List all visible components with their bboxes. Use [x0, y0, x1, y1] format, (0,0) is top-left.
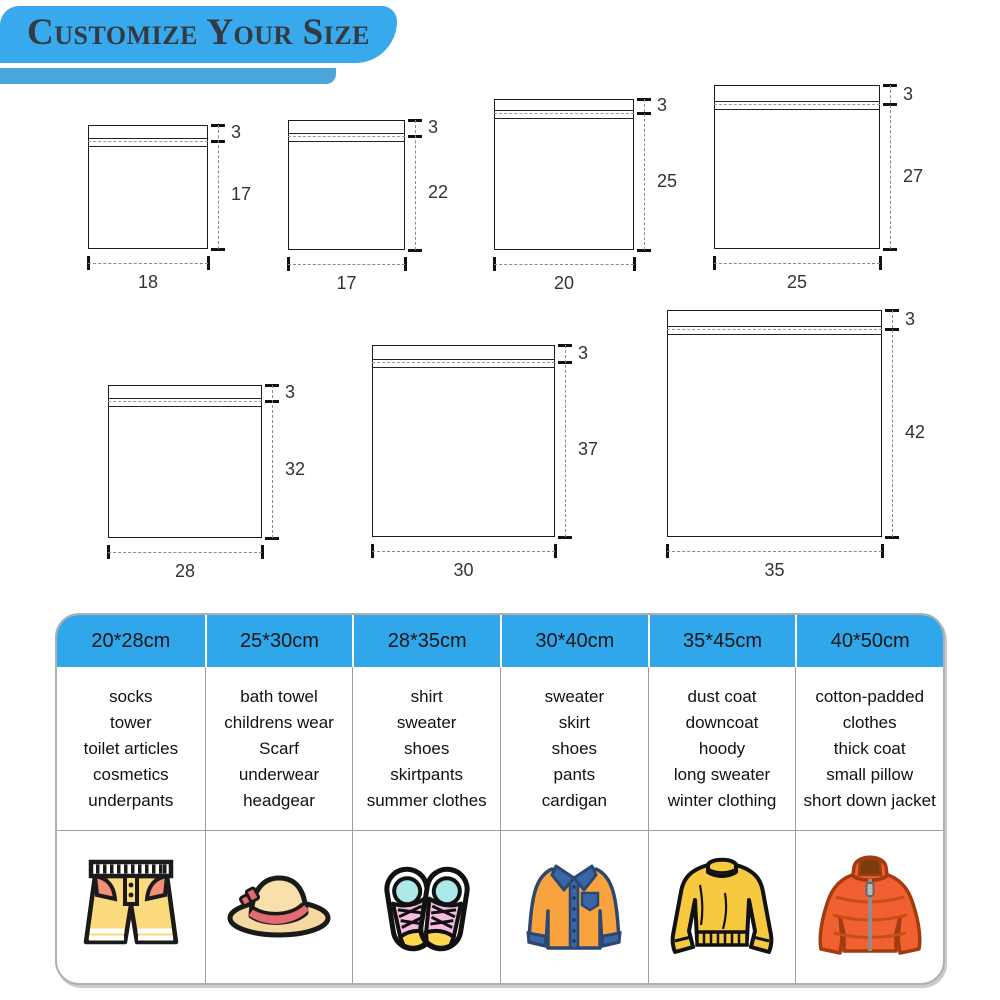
size-column-6: [795, 615, 943, 983]
item-label: tower: [110, 712, 152, 732]
item-label: cardigan: [541, 790, 607, 810]
flap-height-label: 3: [428, 117, 439, 137]
size-table: [55, 613, 945, 985]
bag-zipper: [494, 110, 634, 119]
dimension-line-vertical: [415, 120, 416, 250]
size-header: 35*45cm: [648, 615, 796, 667]
flap-height-label: 3: [657, 95, 668, 115]
dimension-line-vertical: [565, 345, 566, 537]
dimension-line-horizontal: [667, 551, 882, 552]
item-label: sweater: [544, 686, 605, 706]
dimension-line-vertical: [644, 99, 645, 250]
size-column-1: [57, 615, 205, 983]
item-label: headgear: [243, 790, 315, 810]
item-label: socks: [109, 686, 153, 706]
flap-height-label: 3: [231, 122, 242, 142]
item-label: Scarf: [259, 738, 299, 758]
dimension-line-horizontal: [88, 263, 208, 264]
item-label: cosmetics: [93, 764, 169, 784]
bag-diagram-7: [667, 310, 882, 537]
flap-height-label: 3: [285, 382, 296, 402]
shirt-icon: [514, 845, 634, 970]
item-label: toilet articles: [83, 738, 179, 758]
dimension-line-horizontal: [714, 263, 880, 264]
bag-height-label: 42: [905, 422, 926, 442]
bag-width-label: 30: [453, 560, 474, 580]
item-label: underpants: [88, 790, 174, 810]
dimension-line-vertical: [890, 85, 891, 249]
icon-cell: [500, 830, 648, 983]
item-label: thick coat: [833, 738, 906, 758]
item-label: childrens wear: [224, 712, 334, 732]
bag-zipper: [372, 359, 555, 368]
item-label: winter clothing: [667, 790, 777, 810]
size-header: 20*28cm: [57, 615, 205, 667]
bag-zipper-dash: [714, 104, 880, 105]
bag-width-label: 18: [137, 272, 159, 292]
icon-cell: [57, 830, 205, 983]
dimension-line-horizontal: [372, 551, 555, 552]
icon-cell: [795, 830, 943, 983]
item-label: sweater: [396, 712, 457, 732]
size-column-3: [352, 615, 500, 983]
bag-diagram-2: [288, 120, 405, 250]
item-list: [352, 667, 500, 830]
item-label: short down jacket: [803, 790, 936, 810]
size-column-4: [500, 615, 648, 983]
bag-height-label: 25: [657, 170, 678, 191]
dimension-line-vertical: [272, 385, 273, 538]
size-column-5: [648, 615, 796, 983]
item-label: cotton-padded clothes: [815, 686, 925, 732]
bag-zipper: [667, 326, 882, 335]
size-header: 25*30cm: [205, 615, 353, 667]
bag-zipper-dash: [494, 113, 634, 114]
item-label: shoes: [551, 738, 598, 758]
item-label: dust coat: [687, 686, 757, 706]
size-header: 30*40cm: [500, 615, 648, 667]
bag-height-label: 27: [903, 165, 924, 186]
bag-width-label: 20: [553, 273, 575, 293]
bag-diagram-3: [494, 99, 634, 250]
bag-zipper-dash: [372, 362, 555, 363]
dimension-line-horizontal: [108, 552, 262, 553]
bag-zipper: [108, 398, 262, 407]
flap-height-label: 3: [903, 83, 914, 104]
icon-cell: [352, 830, 500, 983]
bag-height-label: 17: [231, 184, 252, 204]
item-label: underwear: [238, 764, 320, 784]
item-label: small pillow: [826, 764, 914, 784]
bag-zipper: [288, 133, 405, 142]
bag-height-label: 32: [285, 458, 306, 479]
bag-zipper-dash: [108, 401, 262, 402]
dimension-line-vertical: [218, 125, 219, 249]
item-label: downcoat: [685, 712, 759, 732]
item-list: [795, 667, 943, 830]
bag-width-label: 17: [336, 273, 357, 293]
bag-diagram-4: [714, 85, 880, 249]
bag-zipper-dash: [88, 141, 208, 142]
dimension-line-horizontal: [288, 264, 405, 265]
item-label: summer clothes: [366, 790, 487, 810]
hat-icon: [219, 845, 339, 970]
bag-height-label: 22: [428, 182, 449, 202]
bag-diagram-5: [108, 385, 262, 538]
flap-height-label: 3: [905, 308, 916, 329]
bag-width-label: 28: [174, 561, 196, 581]
dimension-line-horizontal: [494, 264, 634, 265]
flap-height-label: 3: [578, 342, 589, 363]
item-list: [205, 667, 353, 830]
size-header: 40*50cm: [795, 615, 943, 667]
item-list: [648, 667, 796, 830]
item-label: skirtpants: [390, 764, 464, 784]
item-label: shirt: [410, 686, 443, 706]
bag-zipper: [88, 138, 208, 147]
item-list: [57, 667, 205, 830]
item-label: long sweater: [673, 764, 771, 784]
item-list: [500, 667, 648, 830]
jacket-icon: [810, 845, 930, 970]
page-title: Customize Your Size: [27, 12, 370, 53]
bag-zipper: [714, 101, 880, 110]
size-column-2: [205, 615, 353, 983]
size-header: 28*35cm: [352, 615, 500, 667]
dimension-line-vertical: [892, 310, 893, 537]
shoes-icon: [367, 845, 487, 970]
bag-diagram-6: [372, 345, 555, 537]
bag-diagram-1: [88, 125, 208, 249]
item-label: skirt: [558, 712, 590, 732]
bag-zipper-dash: [288, 136, 405, 137]
bag-height-label: 37: [578, 438, 599, 459]
sweater-icon: [662, 845, 782, 970]
shorts-icon: [71, 845, 191, 970]
icon-cell: [205, 830, 353, 983]
item-label: bath towel: [240, 686, 318, 706]
bag-width-label: 25: [786, 272, 808, 292]
item-label: pants: [553, 764, 596, 784]
icon-cell: [648, 830, 796, 983]
bag-zipper-dash: [667, 329, 882, 330]
item-label: hoody: [698, 738, 746, 758]
item-label: shoes: [403, 738, 450, 758]
bag-width-label: 35: [764, 560, 785, 580]
